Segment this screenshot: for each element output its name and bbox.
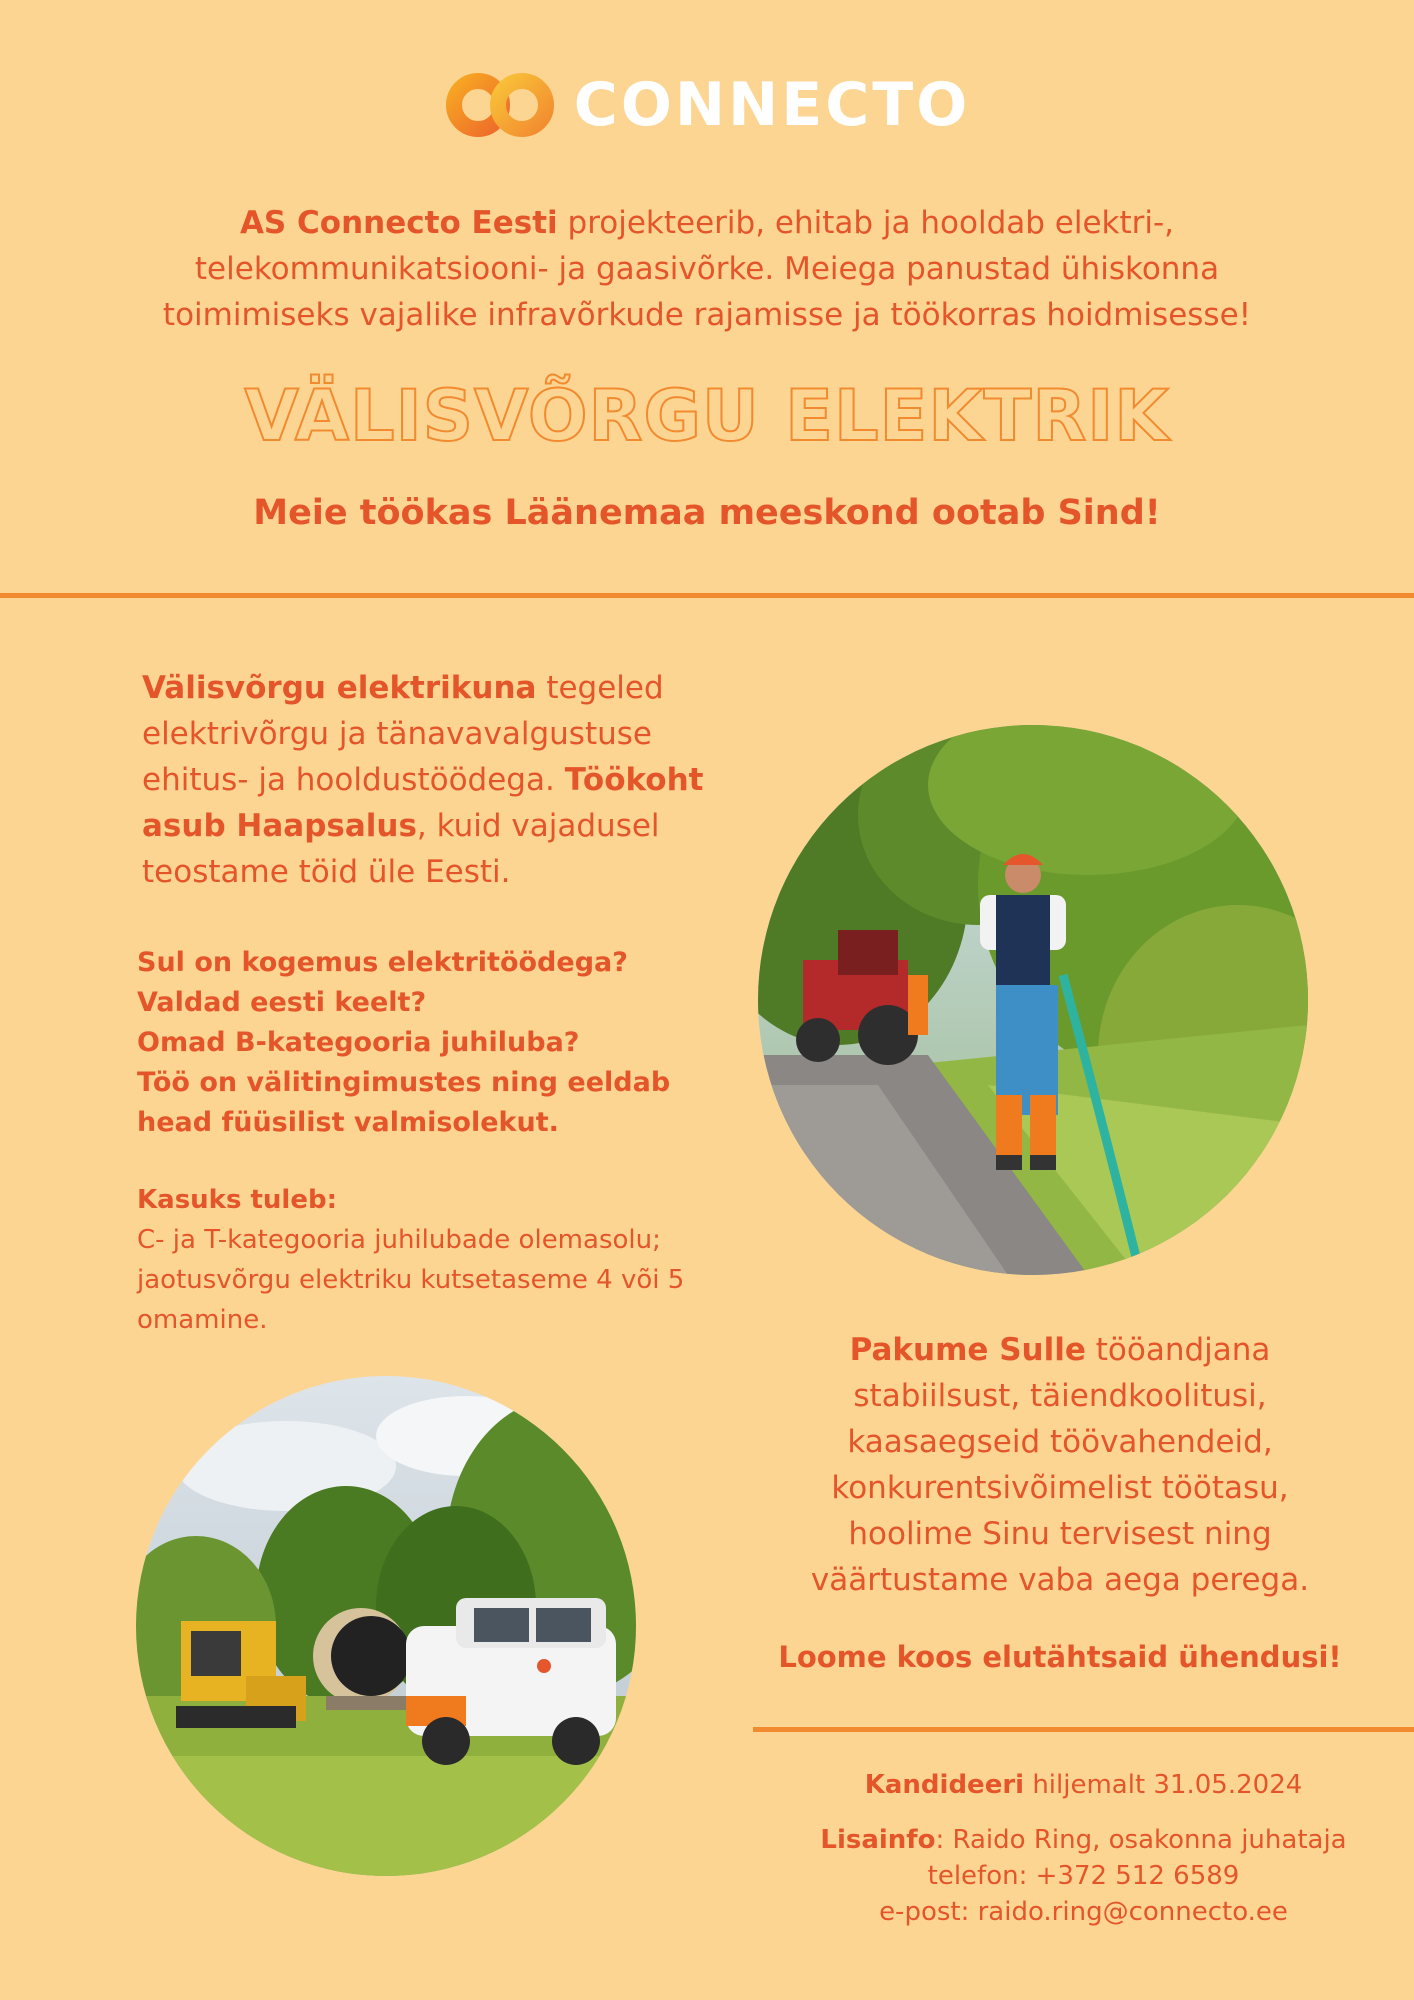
apply-deadline xyxy=(753,1770,1414,1800)
bonus-line: omamine. xyxy=(137,1305,268,1335)
bonus-heading: Kasuks tuleb: xyxy=(137,1185,337,1215)
logo xyxy=(0,70,1414,140)
contact-info xyxy=(753,1822,1414,1930)
connecto-logo-icon xyxy=(444,72,556,138)
slogan: Loome koos elutähtsaid ühendusi! xyxy=(778,1640,1342,1674)
requirement-item: Omad B-kategooria juhiluba? xyxy=(137,1027,580,1058)
logo-wordmark: CONNECTO xyxy=(573,70,971,140)
contact-line xyxy=(753,1822,1414,1858)
worker-laying-cable-photo xyxy=(758,725,1308,1275)
requirement-item: Töö on välitingimustes ning eeldab xyxy=(137,1067,671,1098)
bonus-line: jaotusvõrgu elektriku kutsetaseme 4 või 5 xyxy=(137,1265,685,1295)
offer-paragraph xyxy=(770,1327,1350,1603)
offer-bold: Pakume Sulle xyxy=(849,1332,1086,1368)
requirement-item: Valdad eesti keelt? xyxy=(137,987,427,1018)
contact-email[interactable]: e-post: raido.ring@connecto.ee xyxy=(879,1897,1288,1927)
top-divider xyxy=(0,593,1414,598)
bonus-section xyxy=(137,1180,757,1340)
contact-bold: Lisainfo xyxy=(820,1825,936,1855)
description-bold-1: Välisvõrgu elektrikuna xyxy=(142,670,537,706)
description-bold-2: Töökoht asub Haapsalus xyxy=(142,762,704,844)
bottom-divider xyxy=(753,1727,1414,1732)
cable-reel-vehicles-photo xyxy=(136,1376,636,1876)
requirement-item: head füüsilist valmisolekut. xyxy=(137,1107,559,1138)
subtitle: Meie töökas Läänemaa meeskond ootab Sind! xyxy=(253,493,1161,533)
job-description xyxy=(142,665,742,895)
offer-text: tööandjana stabiilsust, täiendkoolitusi, kaasaegseid töövahendeid, konkurentsivõimelist töötasu, hoolime Sinu tervisest ning väärtustame vaba aega perega. xyxy=(810,1332,1310,1598)
intro-text: projekteerib, ehitab ja hooldab elektri-, telekommunikatsiooni- ja gaasivõrke. Meiega panustad ühiskonna toimimiseks vajalike infravõrkude rajamisse ja töökorras hoidmisesse! xyxy=(162,205,1252,333)
apply-text: hiljemalt 31.05.2024 xyxy=(1024,1770,1303,1800)
bonus-line: C- ja T-kategooria juhilubade olemasolu; xyxy=(137,1225,661,1255)
intro-paragraph xyxy=(100,200,1314,338)
contact-text: : Raido Ring, osakonna juhataja xyxy=(935,1825,1347,1855)
requirements-list xyxy=(137,943,777,1143)
contact-phone[interactable]: telefon: +372 512 6589 xyxy=(927,1861,1240,1891)
job-title: VÄLISVÕRGU ELEKTRIK xyxy=(244,375,1170,457)
description-text-2: , kuid vajadusel teostame töid üle Eesti. xyxy=(142,808,660,890)
company-name: AS Connecto Eesti xyxy=(239,205,558,241)
description-text-1: tegeled elektrivõrgu ja tänavavalgustuse ehitus- ja hooldustöödega. xyxy=(142,670,664,798)
requirement-item: Sul on kogemus elektritöödega? xyxy=(137,947,628,978)
apply-bold: Kandideeri xyxy=(864,1770,1025,1800)
